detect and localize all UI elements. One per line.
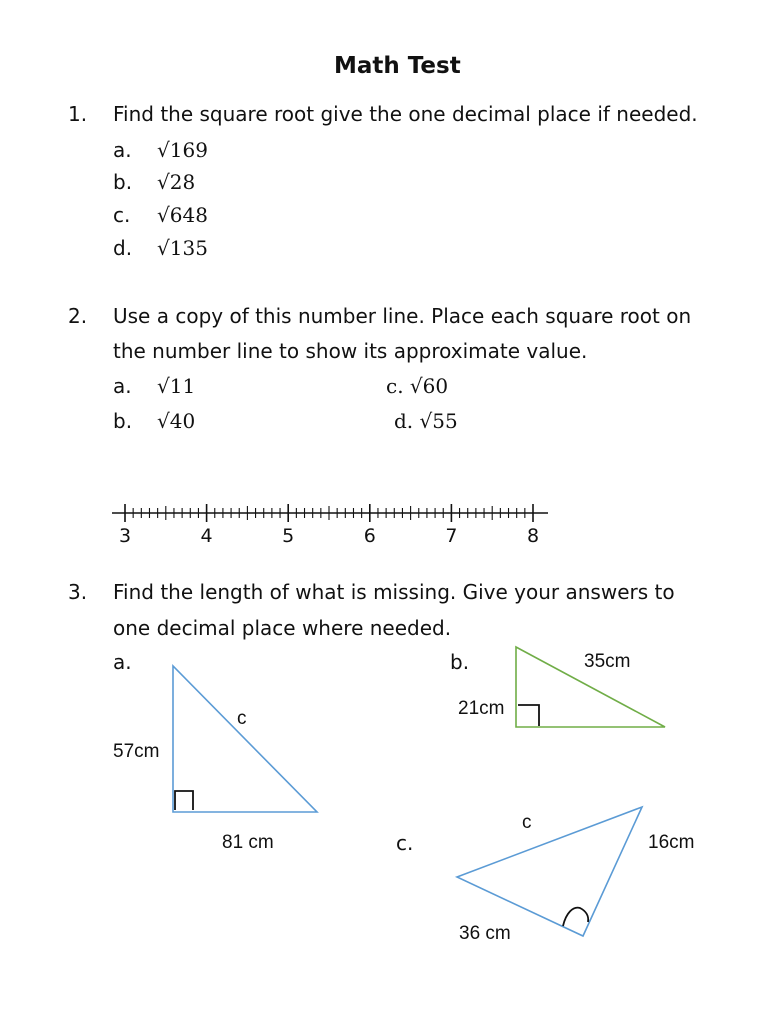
right-angle-mark-a: [175, 791, 193, 810]
q2-item-letter: a.: [113, 374, 132, 398]
q2-number: 2.: [68, 304, 88, 328]
number-line-tick-label: 3: [118, 525, 132, 547]
q3c-right-side-label: 16cm: [648, 832, 695, 853]
number-line-tick-label: 7: [445, 525, 458, 547]
number-line-tick-label: 4: [200, 525, 213, 547]
q2-item-expr: √40: [157, 409, 196, 433]
q3c-hypotenuse-label: c: [522, 812, 532, 833]
angle-mark-c: [563, 908, 588, 926]
q3-prompt-line1: Find the length of what is missing. Give your answers to: [113, 580, 675, 604]
q1-item-letter: d.: [113, 236, 133, 260]
q3b-letter: b.: [450, 650, 470, 674]
q1-item-letter: a.: [113, 138, 132, 162]
q3a-vertical-leg-label: 57cm: [113, 741, 160, 762]
q1-item-letter: c.: [113, 203, 131, 227]
q2-item-letter: b.: [113, 409, 133, 433]
q3c-letter: c.: [396, 831, 414, 855]
q3-prompt-line2: one decimal place where needed.: [113, 616, 452, 640]
q1-prompt: Find the square root give the one decimal place if needed.: [113, 102, 698, 126]
triangle-c: [457, 807, 642, 936]
q1-number: 1.: [68, 102, 88, 126]
q1-item-expr: √135: [157, 236, 208, 260]
q3c-bottom-side-label: 36 cm: [459, 923, 511, 944]
q3a-hypotenuse-label: c: [237, 708, 247, 729]
page-title: Math Test: [334, 53, 461, 79]
q3a-horizontal-leg-label: 81 cm: [222, 832, 274, 853]
q2-item-expr: d. √55: [394, 409, 458, 433]
triangle-a: [173, 666, 317, 812]
right-angle-mark-b: [518, 705, 539, 726]
q2-item-expr: c. √60: [386, 374, 449, 398]
q1-item-expr: √648: [157, 203, 208, 227]
q1-item-expr: √28: [157, 170, 196, 194]
number-line-tick-label: 6: [363, 525, 376, 547]
q3a-letter: a.: [113, 650, 132, 674]
q2-prompt-line2: the number line to show its approximate value.: [113, 339, 588, 363]
q2-item-expr: √11: [157, 374, 196, 398]
q3b-left-side-label: 21cm: [458, 698, 505, 719]
number-line-tick-label: 5: [282, 525, 295, 547]
number-line-tick-label: 8: [526, 525, 540, 547]
q1-item-letter: b.: [113, 170, 133, 194]
q3-number: 3.: [68, 580, 88, 604]
q3b-top-side-label: 35cm: [584, 651, 631, 672]
q2-prompt-line1: Use a copy of this number line. Place each square root on: [113, 304, 692, 328]
q1-item-expr: √169: [157, 138, 208, 162]
